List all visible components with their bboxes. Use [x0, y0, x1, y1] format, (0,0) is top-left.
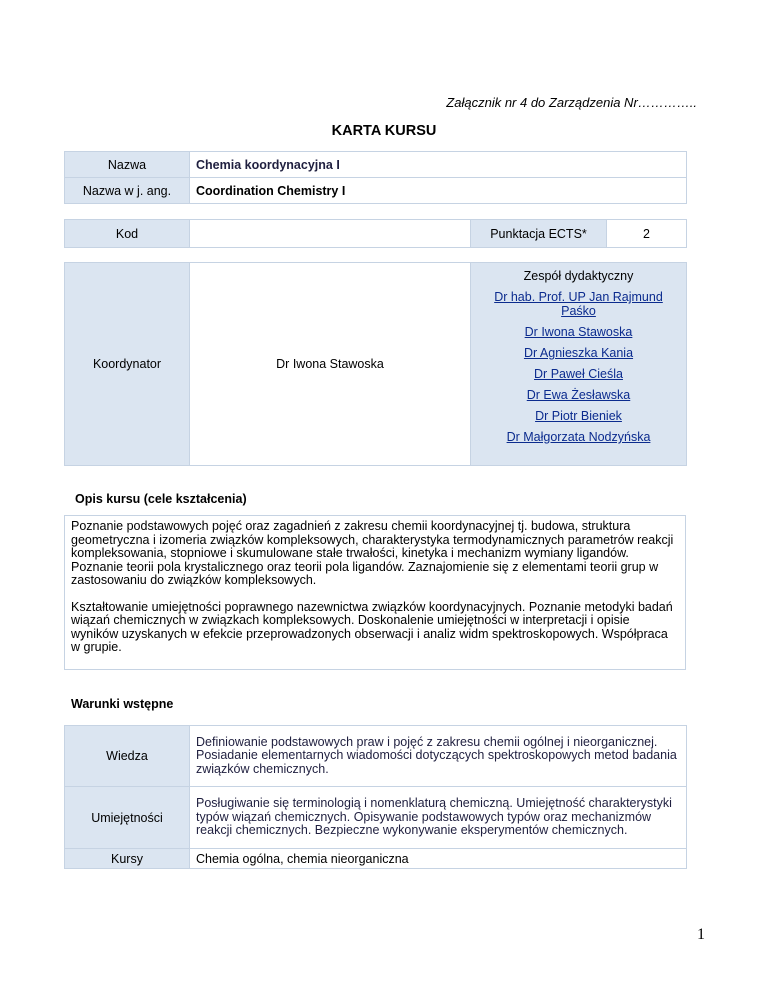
- coordinator-label: Koordynator: [65, 263, 190, 466]
- name-value: Chemia koordynacyjna I: [190, 152, 687, 178]
- team-member-link[interactable]: Dr Agnieszka Kania: [523, 346, 634, 360]
- code-table: [64, 219, 687, 248]
- code-value: [190, 220, 471, 248]
- prereq-courses-label: Kursy: [65, 849, 190, 869]
- attachment-note: Załącznik nr 4 do Zarządzenia Nr…………..: [446, 95, 697, 110]
- team-label: Zespół dydaktyczny: [523, 269, 634, 283]
- code-label: Kod: [65, 220, 190, 248]
- course-description-label: Opis kursu (cele kształcenia): [75, 492, 247, 506]
- team-member-link[interactable]: Dr Paweł Cieśla: [534, 367, 623, 381]
- page-title: KARTA KURSU: [331, 123, 437, 139]
- team-member-link[interactable]: Dr Małgorzata Nodzyńska: [506, 430, 651, 444]
- team-member-link[interactable]: Dr hab. Prof. UP Jan Rajmund Paśko: [494, 290, 663, 318]
- coordinator-value: Dr Iwona Stawoska: [190, 263, 471, 466]
- team-member-link[interactable]: Dr Iwona Stawoska: [524, 325, 633, 339]
- name-en-label: Nazwa w j. ang.: [65, 178, 190, 204]
- prereq-knowledge-value: Definiowanie podstawowych praw i pojęć z zakresu chemii ogólnej i nieorganicznej. Posiadanie elementarnych wiadomości dotyczących spektroskopowych metod badania związków chemicznych.: [190, 726, 687, 787]
- course-description-paragraph: Kształtowanie umiejętności poprawnego nazewnictwa związków koordynacyjnych. Poznanie metodyki badań wiązań chemicznych w związkach kompleksowych. Doskonalenie umiejętności w interpretacji i opisie wyników uzyskanych w efekcie przeprowadzonych obserwacji i analiz widm spektroskopowych. Współpraca w grupie.: [71, 599, 673, 654]
- name-label: Nazwa: [65, 152, 190, 178]
- prerequisites-table: [64, 725, 687, 869]
- coordinator-table: [64, 262, 687, 466]
- teaching-team-cell: [471, 263, 687, 466]
- course-description-box: [64, 515, 686, 670]
- page-number: 1: [697, 926, 705, 943]
- prereq-skills-label: Umiejętności: [65, 787, 190, 849]
- prereq-courses-value: Chemia ogólna, chemia nieorganiczna: [190, 849, 687, 869]
- prerequisites-label: Warunki wstępne: [71, 697, 174, 711]
- team-member-link[interactable]: Dr Piotr Bieniek: [535, 409, 622, 423]
- ects-label: Punktacja ECTS*: [471, 220, 607, 248]
- team-member-link[interactable]: Dr Ewa Żesławska: [526, 388, 631, 402]
- name-table: [64, 151, 687, 204]
- prereq-knowledge-label: Wiedza: [65, 726, 190, 787]
- prereq-skills-value: Posługiwanie się terminologią i nomenklaturą chemiczną. Umiejętność charakterystyki typów wiązań chemicznych. Opisywanie podstawowych typów oraz mechanizmów reakcji chemicznych. Bezpieczne wykonywanie eksperymentów chemicznych.: [190, 787, 687, 849]
- course-description-paragraph: Poznanie podstawowych pojęć oraz zagadnień z zakresu chemii koordynacyjnej tj. budowa, struktura geometryczna i izomeria związków kompleksowych, charakterystyka termodynamicznych parametrów reakcji kompleksowania, stopniowe i skumulowane stałe trwałości, kinetyka i mechanizm wymiany ligandów. Poznanie teorii pola krystalicznego oraz teorii pola ligandów. Zaznajomienie się z elementami teorii grup w zastosowaniu do związków kompleksowych.: [71, 519, 674, 587]
- name-en-value: Coordination Chemistry I: [190, 178, 687, 204]
- ects-value: 2: [607, 220, 687, 248]
